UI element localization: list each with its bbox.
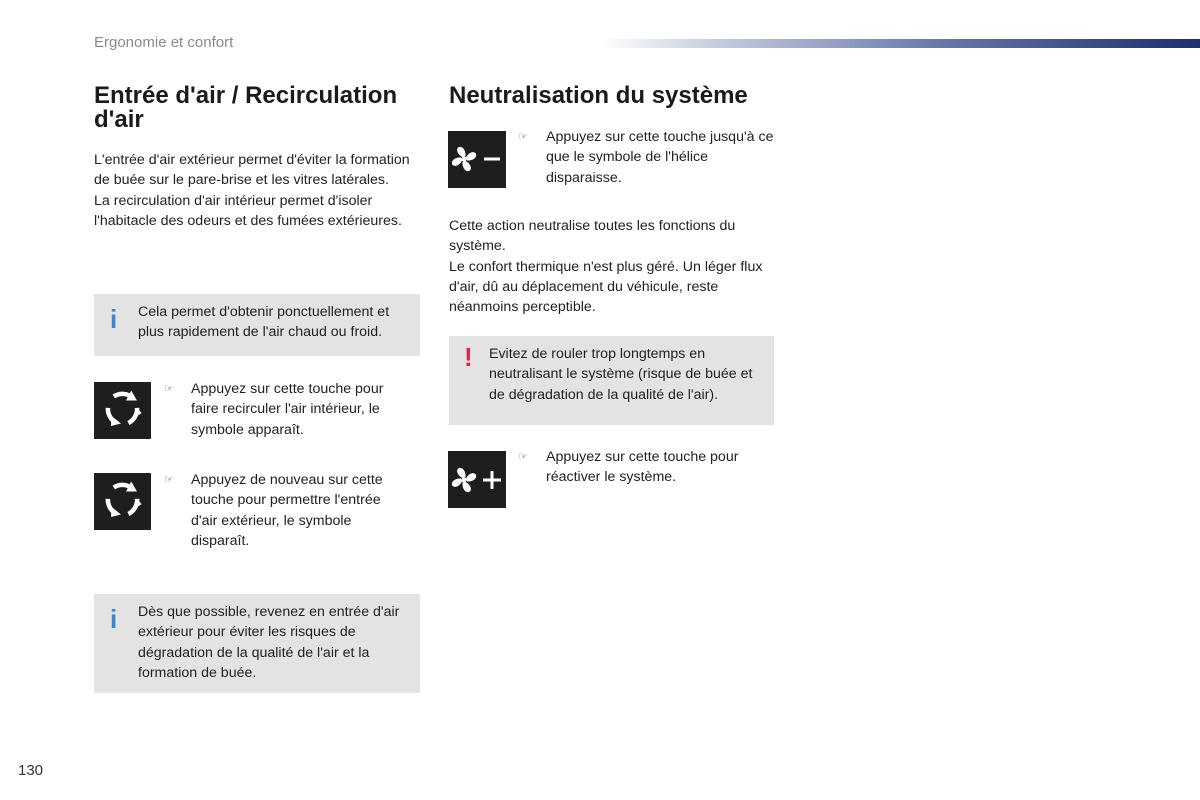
right-paragraph-2: Le confort thermique n'est plus géré. Un léger flux d'air, dû au déplacement du véhicule, reste néanmoins perceptible.	[449, 258, 763, 316]
right-description	[449, 216, 775, 317]
info-icon: i	[110, 604, 118, 634]
fan-on-icon	[448, 451, 506, 508]
pointer-bullet-icon: ☞	[164, 383, 174, 395]
warning-box-text: Evitez de rouler trop longtemps en neutralisant le système (risque de buée et de dégradation de la qualité de l'air).	[489, 346, 753, 403]
info-box-1-text: Cela permet d'obtenir ponctuellement et plus rapidement de l'air chaud ou froid.	[138, 304, 390, 341]
left-heading: Entrée d'air / Recirculation d'air	[94, 82, 398, 133]
info-box-1	[94, 294, 420, 356]
pointer-bullet-icon: ☞	[164, 474, 174, 486]
info-box-2-text: Dès que possible, revenez en entrée d'air extérieur pour éviter les risques de dégradation de la qualité de l'air et la formation de buée.	[138, 604, 400, 681]
left-intro-paragraph-1: L'entrée d'air extérieur permet d'éviter la formation de buée sur le pare-brise et les vitres latérales.	[94, 152, 410, 189]
right-step-1-text: Appuyez sur cette touche jusqu'à ce que le symbole de l'hélice disparaisse.	[546, 129, 774, 186]
section-title: Ergonomie et confort	[94, 34, 234, 51]
left-intro	[94, 150, 426, 231]
right-step-2-text: Appuyez sur cette touche pour réactiver le système.	[546, 449, 739, 486]
info-icon: i	[110, 304, 118, 334]
left-intro-paragraph-2: La recirculation d'air intérieur permet d'isoler l'habitacle des odeurs et des fumées extérieures.	[94, 192, 402, 229]
right-heading: Neutralisation du système	[449, 82, 748, 109]
recirculation-icon	[94, 473, 151, 530]
warning-box	[449, 336, 774, 425]
pointer-bullet-icon: ☞	[518, 451, 528, 463]
header-gradient-bar	[600, 39, 1200, 48]
warning-icon: !	[464, 342, 473, 372]
left-step-1-text: Appuyez sur cette touche pour faire recirculer l'air intérieur, le symbole apparaît.	[191, 381, 384, 438]
fan-off-icon	[448, 131, 506, 188]
page-number: 130	[18, 762, 44, 779]
pointer-bullet-icon: ☞	[518, 131, 528, 143]
info-box-2	[94, 594, 420, 693]
left-step-2-text: Appuyez de nouveau sur cette touche pour permettre l'entrée d'air extérieur, le symbole disparaît.	[191, 472, 383, 549]
recirculation-icon	[94, 382, 151, 439]
right-paragraph-1: Cette action neutralise toutes les fonctions du système.	[449, 218, 736, 255]
